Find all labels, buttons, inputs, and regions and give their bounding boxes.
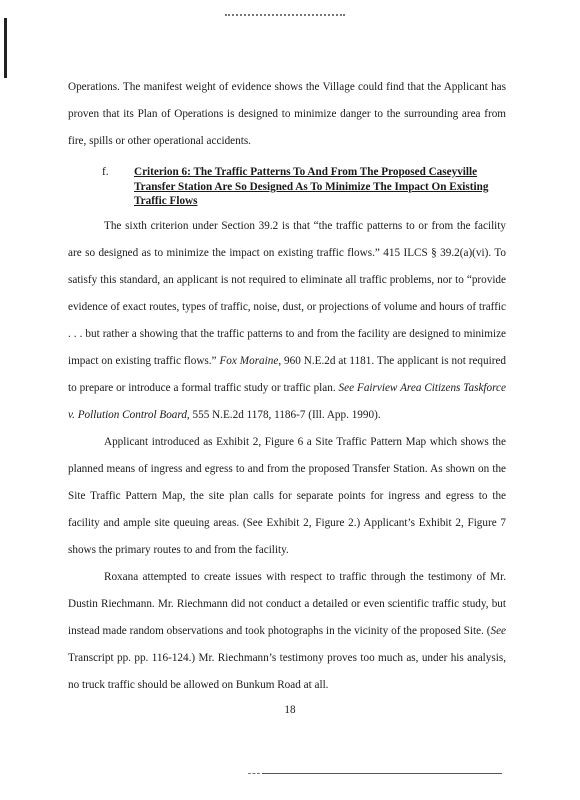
case-citation: See Fairview Area Citizens Taskforce v. Pollution Control Board	[68, 381, 506, 421]
paragraph-text: , 960 N.E.2d at 1181. The applicant is not required to prepare or introduce a formal traffic study or traffic plan.	[68, 354, 507, 394]
paragraph-criterion-six	[68, 213, 506, 429]
paragraph-text: The sixth criterion under Section 39.2 is that “the traffic patterns to or from the facility are so designed as to minimize the impact on existing traffic flows.” 415 ILCS § 39.2(a)(vi). To satisfy this standard, an applicant is not required to eliminate all traffic problems, nor to “provide evidence of exact routes, types of traffic, noise, dust, or projections of volume and hours of traffic . . . but rather a showing that the traffic patterns to and from the facility are designed to minimize impact on existing traffic flows.”	[68, 219, 506, 367]
paragraph-exhibit: Applicant introduced as Exhibit 2, Figure 6 a Site Traffic Pattern Map which shows the planned means of ingress and egress to and from the proposed Transfer Station. As shown on the Site Traffic Pattern Map, the site plan calls for separate points for ingress and egress to the facility and ample site queuing areas. (See Exhibit 2, Figure 2.) Applicant’s Exhibit 2, Figure 7 shows the primary routes to and from the facility.	[68, 435, 506, 556]
transcript-citation: See	[490, 624, 506, 637]
scan-edge-mark	[4, 18, 7, 78]
paragraph-text: Roxana attempted to create issues with respect to traffic through the testimony of Mr. Dustin Riechmann. Mr. Riechmann did not conduct a detailed or even scientific traffic study, but instead made random observations and took photographs in the vicinity of the proposed Site. (	[68, 570, 506, 637]
case-citation: Fox Moraine	[219, 354, 279, 367]
footer-dash	[248, 773, 260, 774]
scan-top-dots	[225, 14, 345, 18]
section-heading-text: Criterion 6: The Traffic Patterns To And From The Proposed Caseyville Transfer Station Are So Designed As To Minimize The Impact On Existing Traffic Flows	[134, 166, 489, 207]
footer-rule	[262, 773, 502, 774]
section-heading-number: f.	[102, 166, 109, 178]
section-heading	[68, 165, 506, 209]
paragraph-text: Transcript pp. pp. 116-124.) Mr. Riechmann’s testimony proves too much as, under his analysis, no truck traffic should be allowed on Bunkum Road at all.	[68, 651, 506, 691]
page-number: 18	[284, 704, 296, 716]
paragraph-roxana	[68, 564, 506, 699]
paragraph-text: , 555 N.E.2d 1178, 1186-7 (Ill. App. 1990).	[186, 408, 381, 421]
paragraph-continuation: Operations. The manifest weight of evidence shows the Village could find that the Applicant has proven that its Plan of Operations is designed to minimize danger to the surrounding area from fire, spills or other operational accidents.	[68, 81, 506, 147]
document-body	[68, 74, 506, 699]
